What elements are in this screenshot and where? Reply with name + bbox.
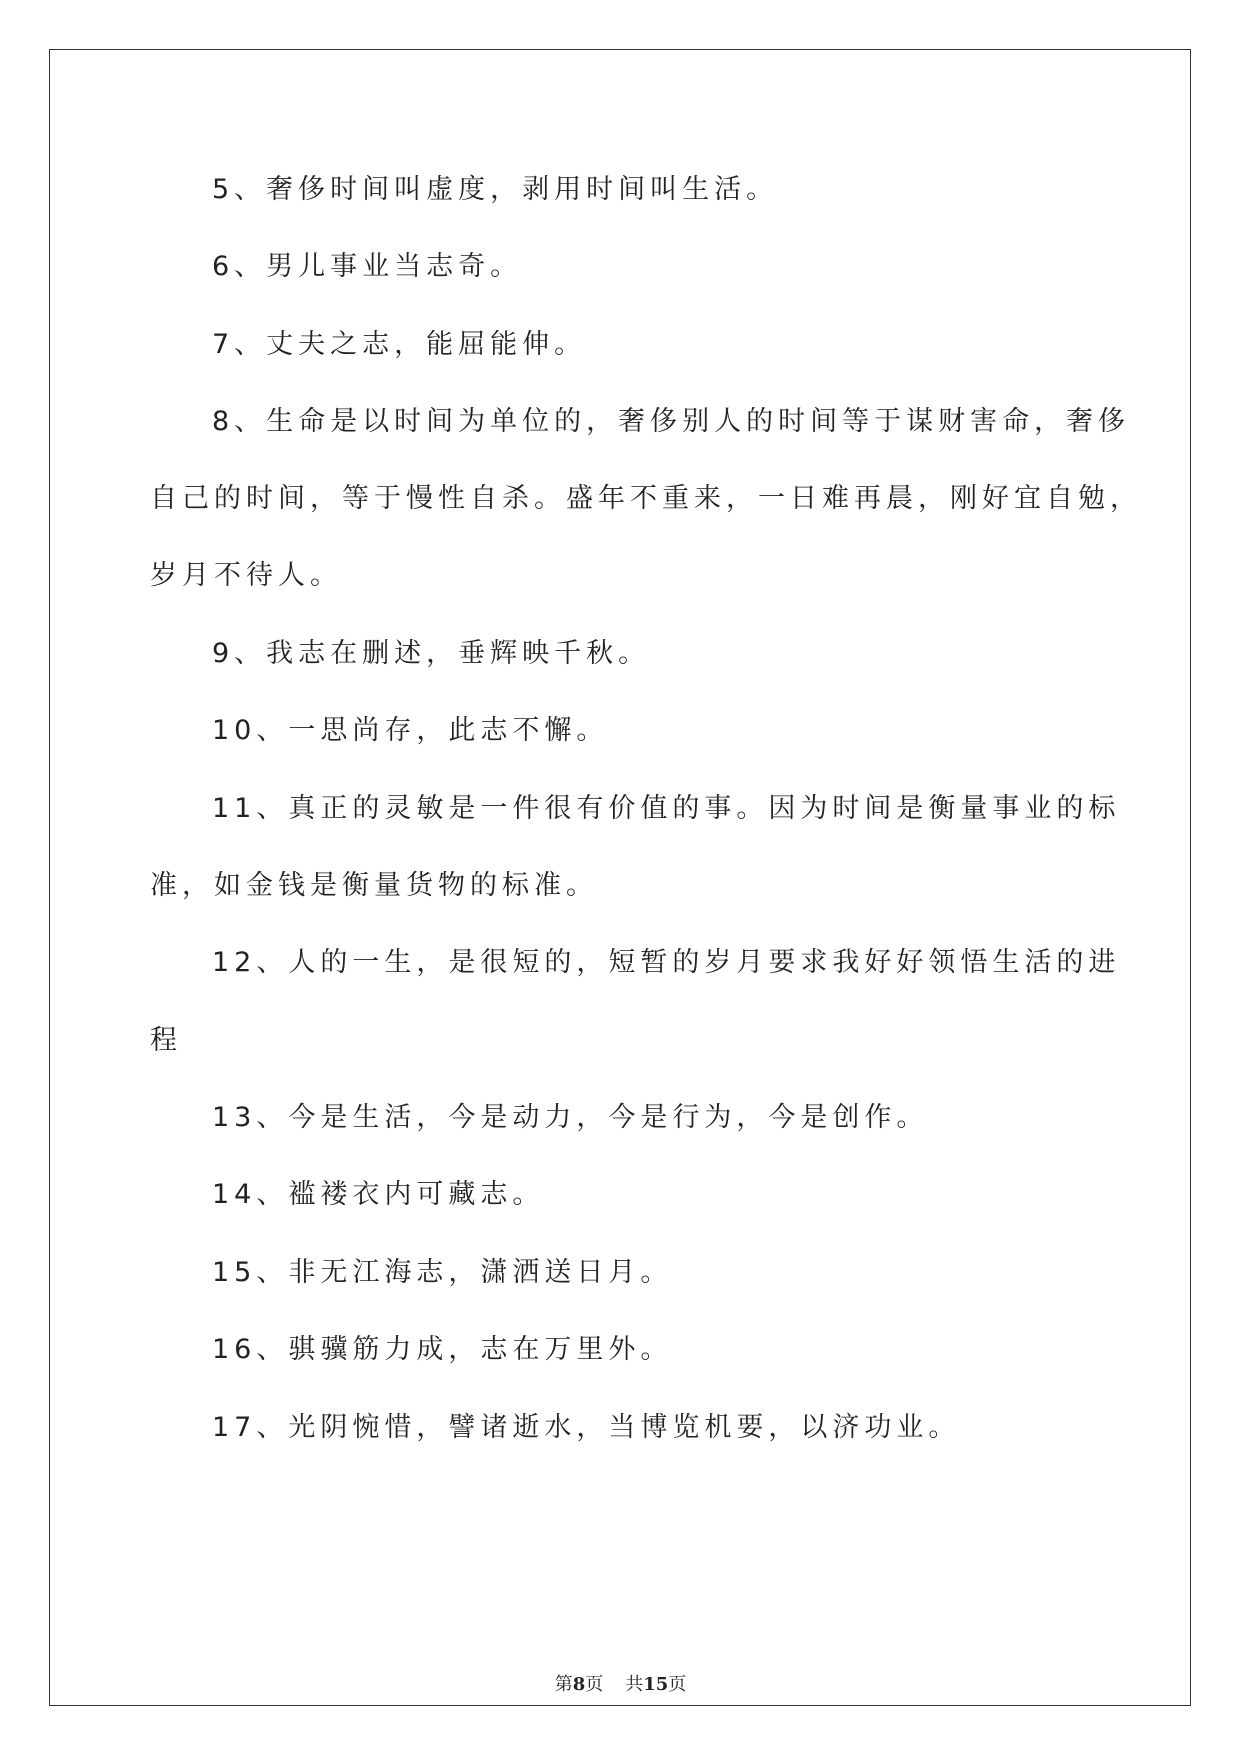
quote-9: 9、我志在删述，垂辉映千秋。: [212, 638, 651, 669]
total-suffix: 页: [668, 1674, 687, 1695]
quote-8-line-3: 岁月不待人。: [150, 560, 342, 591]
quote-15: 15、非无江海志，潇洒送日月。: [212, 1257, 673, 1288]
quote-5: 5、奢侈时间叫虚度，剥用时间叫生活。: [212, 174, 779, 205]
total-pages: 15: [643, 1674, 669, 1695]
total-prefix: 共: [625, 1674, 644, 1695]
quote-16: 16、骐骥筋力成，志在万里外。: [212, 1334, 673, 1365]
quote-11-line-2: 准，如金钱是衡量货物的标准。: [150, 870, 598, 901]
quote-17: 17、光阴惋惜，譬诸逝水，当博览机要，以济功业。: [212, 1412, 961, 1443]
quote-7: 7、丈夫之志，能屈能伸。: [212, 329, 587, 360]
quote-8-line-2: 自己的时间，等于慢性自杀。盛年不重来，一日难再晨，刚好宜自勉，: [150, 483, 1142, 514]
quote-8-line-1: 8、生命是以时间为单位的，奢侈别人的时间等于谋财害命，奢侈: [212, 406, 1131, 437]
quote-6: 6、男儿事业当志奇。: [212, 251, 523, 282]
page-suffix: 页: [585, 1674, 604, 1695]
page-footer: [0, 1670, 1241, 1696]
quote-14: 14、褴褛衣内可藏志。: [212, 1179, 545, 1210]
page-number: 8: [572, 1674, 586, 1695]
quote-12-line-2: 程: [150, 1025, 182, 1056]
quote-11-line-1: 11、真正的灵敏是一件很有价值的事。因为时间是衡量事业的标: [212, 793, 1121, 824]
quote-12-line-1: 12、人的一生，是很短的，短暂的岁月要求我好好领悟生活的进: [212, 947, 1121, 978]
page-prefix: 第: [554, 1674, 573, 1695]
quote-10: 10、一思尚存，此志不懈。: [212, 715, 609, 746]
quote-13: 13、今是生活，今是动力，今是行为，今是创作。: [212, 1102, 929, 1133]
